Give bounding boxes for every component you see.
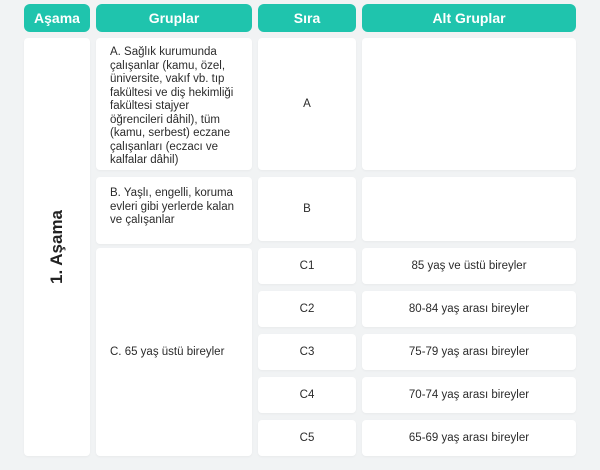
group-a-text: A. Sağlık kurumunda çalışanlar (kamu, özel, üniversite, vakıf vb. tıp fakültesi ve diş hekimliği fakültesi stajyer öğrencileri dâhil), tüm (kamu, serbest) eczane çalışanları (eczacı ve kalfalar dâhil) [96, 38, 252, 170]
subgroup-b-empty [362, 177, 576, 241]
group-b-text: B. Yaşlı, engelli, koruma evleri gibi yerlerde kalan ve çalışanlar [96, 177, 252, 244]
order-c5: C5 [258, 420, 356, 456]
order-c2: C2 [258, 291, 356, 327]
header-order: Sıra [258, 4, 356, 32]
subgroup-c4: 70-74 yaş arası bireyler [362, 377, 576, 413]
stage-cell [24, 38, 90, 456]
subgroup-a-empty [362, 38, 576, 170]
group-c-text: C. 65 yaş üstü bireyler [96, 248, 252, 456]
order-b: B [258, 177, 356, 241]
header-stage: Aşama [24, 4, 90, 32]
subgroup-c3: 75-79 yaş arası bireyler [362, 334, 576, 370]
header-groups: Gruplar [96, 4, 252, 32]
stage-label: 1. Aşama [47, 209, 66, 285]
subgroup-c2: 80-84 yaş arası bireyler [362, 291, 576, 327]
order-c4: C4 [258, 377, 356, 413]
order-c1: C1 [258, 248, 356, 284]
order-c3: C3 [258, 334, 356, 370]
header-subgroups: Alt Gruplar [362, 4, 576, 32]
subgroup-c1: 85 yaş ve üstü bireyler [362, 248, 576, 284]
order-a: A [258, 38, 356, 170]
subgroup-c5: 65-69 yaş arası bireyler [362, 420, 576, 456]
